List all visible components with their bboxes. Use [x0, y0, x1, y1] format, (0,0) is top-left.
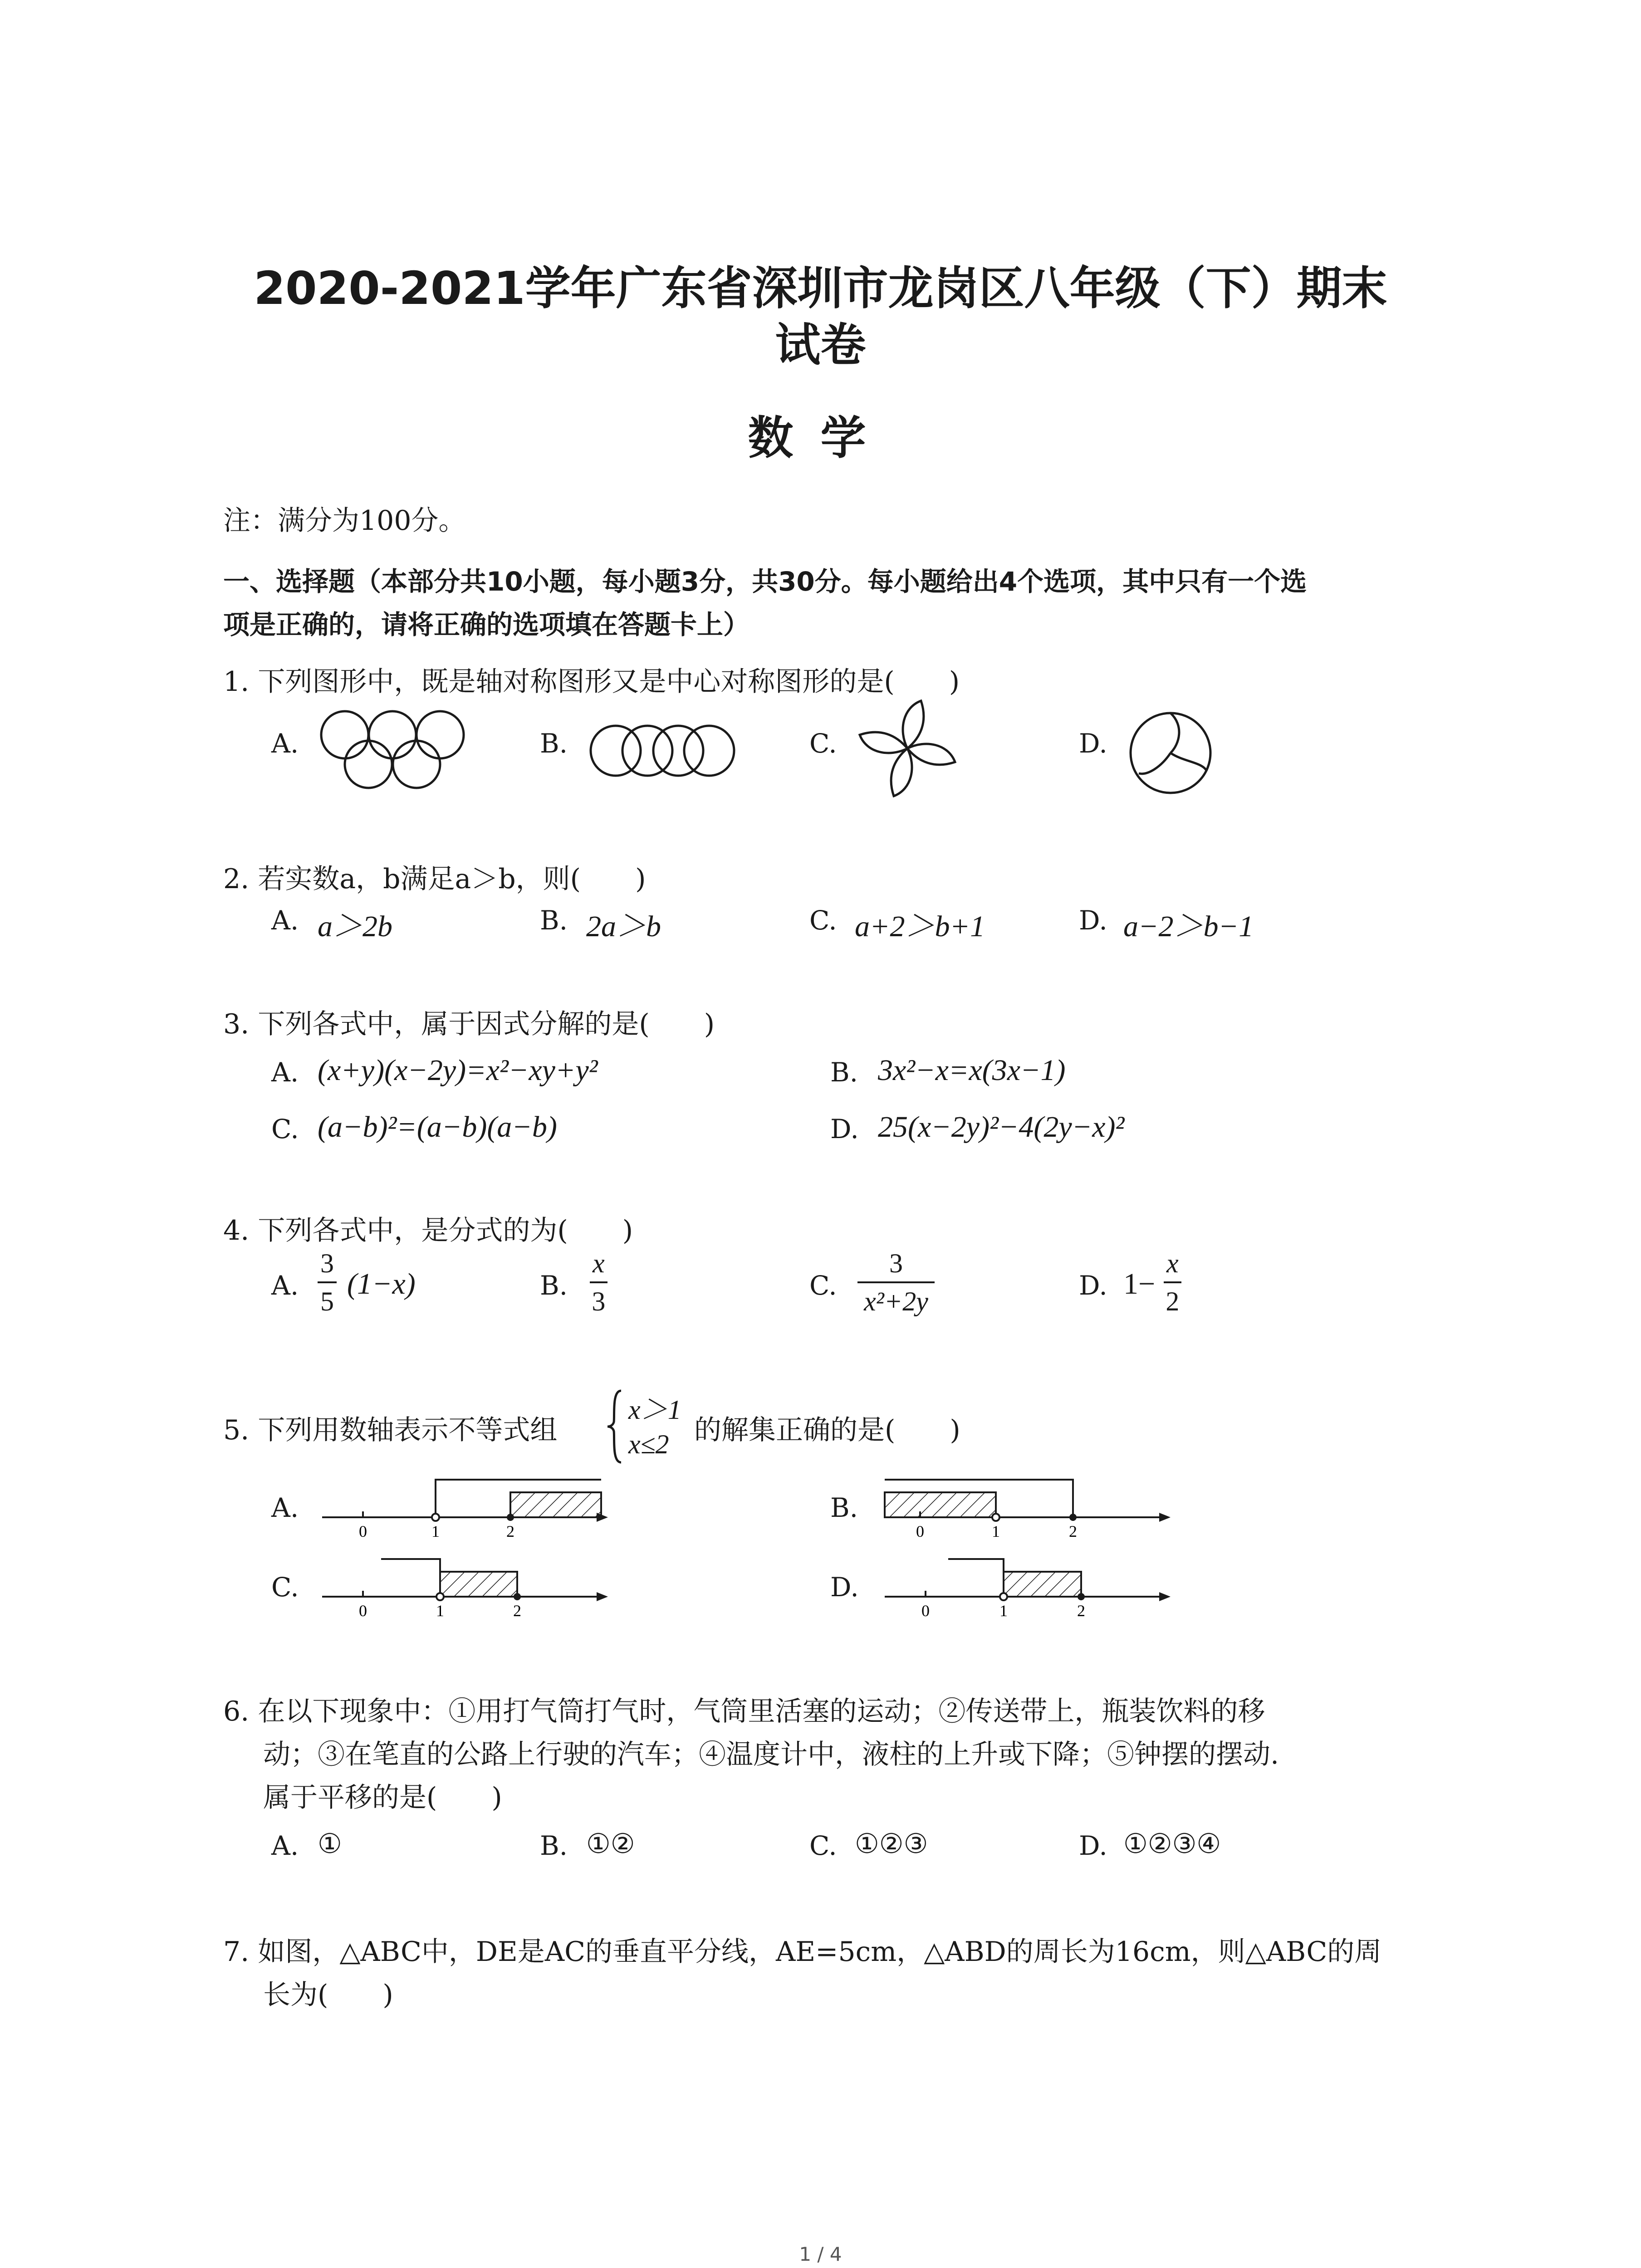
q4-b-numerator: x [590, 1250, 607, 1283]
q5-number-line-c [318, 1549, 617, 1626]
page-number: 1 / 4 [799, 2243, 842, 2265]
q5-number-line-d [880, 1549, 1180, 1626]
q3-label-a: A. [271, 1057, 299, 1088]
q5-d-tick-1: 1 [999, 1602, 1008, 1620]
q6-stem-line-1: 6. 在以下现象中：①用打气筒打气时，气筒里活塞的运动；②传送带上，瓶装饮料的移 [223, 1696, 1265, 1727]
title-line-2: 试卷 [775, 318, 866, 371]
q5-condition-1: x＞1 [628, 1395, 681, 1425]
q5-c-tick-2: 2 [513, 1602, 521, 1620]
q3-stem: 3. 下列各式中，属于因式分解的是( ) [223, 1008, 715, 1040]
subject-heading: 数学 [748, 411, 893, 464]
q4-option-a-tail: (1−x) [347, 1267, 416, 1300]
q4-d-denominator: 2 [1166, 1286, 1180, 1316]
title-line-1: 2020-2021学年广东省深圳市龙岗区八年级（下）期末 [254, 262, 1387, 315]
q5-b-tick-0: 0 [916, 1522, 924, 1540]
q2-option-a: a＞2b [318, 910, 392, 943]
q4-stem: 4. 下列各式中，是分式的为( ) [223, 1215, 633, 1246]
q6-option-d: ①②③④ [1123, 1828, 1221, 1860]
q5-a-tick-1: 1 [431, 1522, 440, 1540]
q7-stem-line-2: 长为( ) [263, 1979, 393, 2011]
q5-brace [606, 1388, 624, 1465]
q4-option-a-fraction [318, 1250, 337, 1315]
q6-option-a: ① [318, 1828, 342, 1860]
q4-d-numerator: x [1164, 1250, 1181, 1283]
q3-option-c: (a−b)²=(a−b)(a−b) [318, 1110, 557, 1144]
q5-b-tick-2: 2 [1069, 1522, 1077, 1540]
q2-label-a: A. [271, 905, 299, 936]
q2-option-d: a−2＞b−1 [1123, 910, 1254, 943]
q5-d-tick-0: 0 [921, 1602, 930, 1620]
q2-option-b: 2a＞b [586, 910, 661, 943]
q1-label-d: D. [1079, 728, 1107, 759]
q4-b-denominator: 3 [592, 1286, 606, 1316]
q6-label-d: D. [1079, 1830, 1107, 1861]
q1-figure-d-circle-swirl [1125, 708, 1216, 798]
q2-label-b: B. [540, 905, 568, 936]
q5-b-tick-1: 1 [992, 1522, 1000, 1540]
q5-number-line-a [318, 1470, 617, 1547]
q6-stem-line-2: 动；③在笔直的公路上行驶的汽车；④温度计中，液柱的上升或下降；⑤钟摆的摆动. [263, 1739, 1279, 1770]
q4-a-denominator: 5 [320, 1286, 334, 1316]
q6-option-c: ①②③ [855, 1828, 928, 1860]
q5-label-b: B. [830, 1492, 858, 1523]
q6-label-b: B. [540, 1830, 568, 1861]
q2-stem: 2. 若实数a，b满足a＞b，则( ) [223, 863, 646, 895]
q5-label-d: D. [830, 1572, 859, 1603]
q4-label-c: C. [809, 1270, 837, 1301]
q4-option-c-fraction [857, 1250, 935, 1315]
q2-label-c: C. [809, 905, 837, 936]
q5-c-tick-1: 1 [436, 1602, 444, 1620]
q4-a-numerator: 3 [318, 1250, 337, 1283]
q5-number-line-b [880, 1470, 1180, 1547]
q6-label-c: C. [809, 1830, 837, 1861]
q1-label-c: C. [809, 728, 837, 759]
q5-a-tick-2: 2 [506, 1522, 514, 1540]
q4-c-numerator: 3 [857, 1250, 935, 1283]
q5-condition-2: x≤2 [628, 1429, 669, 1459]
q1-figure-a-olympic-rings [318, 708, 467, 798]
q6-label-a: A. [271, 1830, 299, 1861]
q3-label-b: B. [830, 1057, 858, 1088]
q4-label-d: D. [1079, 1270, 1107, 1301]
section-heading-line-1: 一、选择题（本部分共10小题，每小题3分，共30分。每小题给出4个选项，其中只有一个选 [223, 566, 1307, 597]
q4-option-d-fraction [1164, 1250, 1181, 1315]
q7-stem-line-1: 7. 如图，△ABC中，DE是AC的垂直平分线，AE=5cm，△ABD的周长为16cm，则△ABC的周 [223, 1936, 1382, 1968]
q3-label-d: D. [830, 1114, 859, 1144]
section-heading-line-2: 项是正确的，请将正确的选项填在答题卡上） [223, 609, 750, 640]
q5-label-a: A. [271, 1492, 299, 1523]
q4-option-b-fraction [590, 1250, 607, 1315]
score-note: 注：满分为100分。 [223, 505, 466, 537]
q3-label-c: C. [271, 1114, 299, 1144]
q4-c-denominator: x²+2y [864, 1286, 928, 1316]
q1-stem: 1. 下列图形中，既是轴对称图形又是中心对称图形的是( ) [223, 666, 960, 698]
q5-a-tick-0: 0 [359, 1522, 367, 1540]
q2-label-d: D. [1079, 905, 1107, 936]
q5-label-c: C. [271, 1572, 299, 1603]
q4-label-b: B. [540, 1270, 568, 1301]
q4-label-a: A. [271, 1270, 299, 1301]
q2-option-c: a+2＞b+1 [855, 910, 985, 943]
q5-stem-tail: 的解集正确的是( ) [694, 1414, 960, 1446]
q1-label-a: A. [271, 728, 299, 759]
q3-option-b: 3x²−x=x(3x−1) [878, 1054, 1066, 1087]
q3-option-a: (x+y)(x−2y)=x²−xy+y² [318, 1054, 598, 1087]
q5-c-tick-0: 0 [359, 1602, 367, 1620]
q1-label-b: B. [540, 728, 568, 759]
q5-stem-head: 5. 下列用数轴表示不等式组 [223, 1414, 558, 1446]
q1-figure-b-chain-circles [588, 721, 737, 780]
q4-option-d-head: 1− [1123, 1267, 1156, 1300]
q6-stem-line-3: 属于平移的是( ) [263, 1782, 502, 1813]
q5-d-tick-2: 2 [1077, 1602, 1085, 1620]
q1-figure-c-pinwheel [853, 694, 962, 803]
q3-option-d: 25(x−2y)²−4(2y−x)² [878, 1110, 1125, 1144]
q6-option-b: ①② [586, 1828, 635, 1860]
